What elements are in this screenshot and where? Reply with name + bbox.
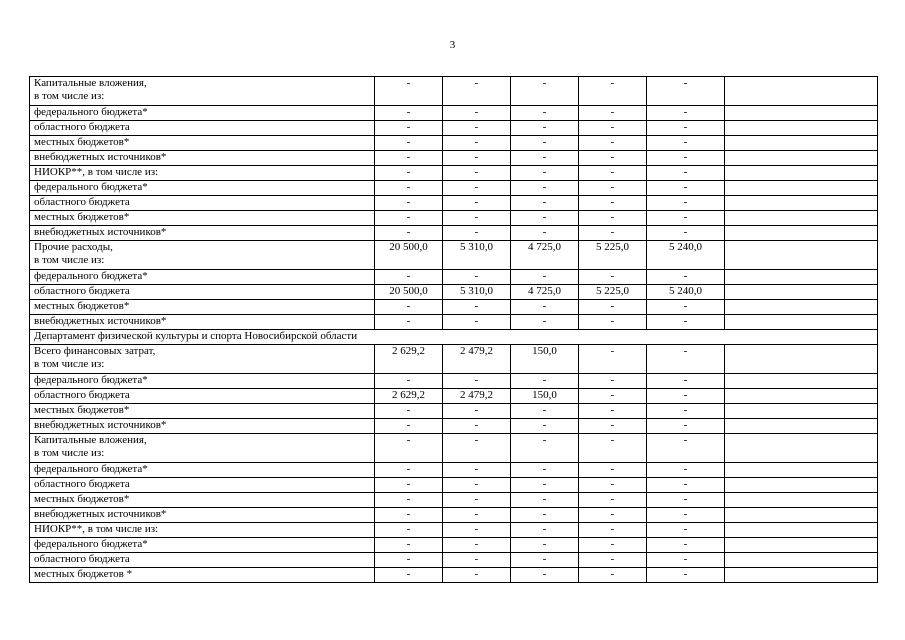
value-cell: 5 225,0 xyxy=(579,285,647,300)
section-title: Департамент физической культуры и спорта Новосибирской области xyxy=(30,330,878,345)
value-cell: - xyxy=(579,523,647,538)
value-cell: - xyxy=(443,226,511,241)
value-cell: - xyxy=(647,77,725,106)
row-label: федерального бюджета* xyxy=(34,463,148,475)
value-cell: - xyxy=(647,270,725,285)
value-cell: - xyxy=(511,538,579,553)
row-label: местных бюджетов* xyxy=(34,493,130,505)
value-cell: - xyxy=(443,136,511,151)
value-cell: - xyxy=(511,226,579,241)
table-row xyxy=(30,374,878,389)
row-label-cell xyxy=(30,77,375,106)
table-row xyxy=(30,77,878,106)
value-cell: - xyxy=(511,77,579,106)
value-cell: - xyxy=(511,166,579,181)
note-cell xyxy=(725,226,878,241)
note-cell xyxy=(725,285,878,300)
budget-table-body xyxy=(30,77,878,583)
value-cell: - xyxy=(443,404,511,419)
value-cell: - xyxy=(647,493,725,508)
value-cell: - xyxy=(647,478,725,493)
value-cell: - xyxy=(579,270,647,285)
value-cell: - xyxy=(647,106,725,121)
value-cell: - xyxy=(375,196,443,211)
value-cell: - xyxy=(579,419,647,434)
value-cell: - xyxy=(579,508,647,523)
value-cell: - xyxy=(647,315,725,330)
table-row xyxy=(30,434,878,463)
value-cell: - xyxy=(443,270,511,285)
value-cell: - xyxy=(579,77,647,106)
value-cell: - xyxy=(647,136,725,151)
note-cell xyxy=(725,553,878,568)
row-label: Прочие расходы, xyxy=(34,241,113,253)
value-cell: - xyxy=(375,121,443,136)
row-label-cell xyxy=(30,241,375,270)
value-cell: - xyxy=(443,77,511,106)
row-sublabel: в том числе из: xyxy=(34,254,105,266)
value-cell: - xyxy=(511,151,579,166)
row-label-cell xyxy=(30,300,375,315)
row-label: местных бюджетов * xyxy=(34,568,133,580)
value-cell: - xyxy=(375,136,443,151)
value-cell: 2 629,2 xyxy=(375,345,443,374)
value-cell: - xyxy=(647,226,725,241)
note-cell xyxy=(725,508,878,523)
row-label-cell xyxy=(30,345,375,374)
table-row xyxy=(30,508,878,523)
value-cell: - xyxy=(375,270,443,285)
value-cell: 2 479,2 xyxy=(443,389,511,404)
table-row xyxy=(30,166,878,181)
value-cell: - xyxy=(375,166,443,181)
value-cell: - xyxy=(375,315,443,330)
value-cell: - xyxy=(647,166,725,181)
value-cell: - xyxy=(579,389,647,404)
row-label: федерального бюджета* xyxy=(34,270,148,282)
value-cell: - xyxy=(511,374,579,389)
note-cell xyxy=(725,523,878,538)
row-label-cell xyxy=(30,166,375,181)
value-cell: - xyxy=(375,300,443,315)
note-cell xyxy=(725,493,878,508)
table-row xyxy=(30,211,878,226)
value-cell: - xyxy=(511,106,579,121)
value-cell: - xyxy=(647,434,725,463)
value-cell: 2 479,2 xyxy=(443,345,511,374)
note-cell xyxy=(725,211,878,226)
row-label-cell xyxy=(30,419,375,434)
note-cell xyxy=(725,241,878,270)
value-cell: - xyxy=(579,404,647,419)
table-row xyxy=(30,106,878,121)
value-cell: - xyxy=(579,478,647,493)
value-cell: 5 310,0 xyxy=(443,241,511,270)
row-label-cell xyxy=(30,315,375,330)
value-cell: - xyxy=(443,434,511,463)
row-label: местных бюджетов* xyxy=(34,404,130,416)
table-row xyxy=(30,136,878,151)
value-cell: - xyxy=(579,493,647,508)
row-sublabel: в том числе из: xyxy=(34,90,105,102)
value-cell: - xyxy=(443,106,511,121)
value-cell: - xyxy=(647,553,725,568)
value-cell: - xyxy=(443,151,511,166)
table-row xyxy=(30,404,878,419)
table-row xyxy=(30,419,878,434)
value-cell: - xyxy=(647,181,725,196)
note-cell xyxy=(725,121,878,136)
row-label: внебюджетных источников* xyxy=(34,151,167,163)
table-row xyxy=(30,151,878,166)
value-cell: - xyxy=(579,568,647,583)
page-number: 3 xyxy=(449,39,456,51)
note-cell xyxy=(725,106,878,121)
note-cell xyxy=(725,478,878,493)
value-cell: - xyxy=(511,315,579,330)
row-label: местных бюджетов* xyxy=(34,211,130,223)
value-cell: - xyxy=(647,196,725,211)
value-cell: - xyxy=(443,538,511,553)
value-cell: - xyxy=(647,508,725,523)
value-cell: - xyxy=(375,404,443,419)
row-label: Капитальные вложения, xyxy=(34,434,147,446)
value-cell: 5 240,0 xyxy=(647,285,725,300)
note-cell xyxy=(725,270,878,285)
row-label: Всего финансовых затрат, xyxy=(34,345,156,357)
row-label: внебюджетных источников* xyxy=(34,508,167,520)
value-cell: 150,0 xyxy=(511,345,579,374)
value-cell: - xyxy=(375,77,443,106)
row-label: областного бюджета xyxy=(34,478,130,490)
budget-table xyxy=(29,76,878,583)
row-label: областного бюджета xyxy=(34,121,130,133)
row-label-cell xyxy=(30,211,375,226)
value-cell: - xyxy=(375,478,443,493)
table-row xyxy=(30,300,878,315)
note-cell xyxy=(725,77,878,106)
table-row xyxy=(30,463,878,478)
row-label-cell xyxy=(30,568,375,583)
value-cell: - xyxy=(443,166,511,181)
value-cell: - xyxy=(579,463,647,478)
note-cell xyxy=(725,166,878,181)
row-label: Капитальные вложения, xyxy=(34,77,147,89)
value-cell: - xyxy=(647,374,725,389)
value-cell: 20 500,0 xyxy=(375,241,443,270)
value-cell: - xyxy=(579,166,647,181)
value-cell: - xyxy=(511,196,579,211)
table-row xyxy=(30,493,878,508)
row-label: местных бюджетов* xyxy=(34,136,130,148)
row-label-cell xyxy=(30,285,375,300)
row-label-cell xyxy=(30,463,375,478)
value-cell: - xyxy=(647,463,725,478)
row-label: внебюджетных источников* xyxy=(34,226,167,238)
table-row xyxy=(30,285,878,300)
table-row xyxy=(30,568,878,583)
value-cell: - xyxy=(511,419,579,434)
note-cell xyxy=(725,315,878,330)
row-label: местных бюджетов* xyxy=(34,300,130,312)
value-cell: - xyxy=(511,493,579,508)
row-label: областного бюджета xyxy=(34,389,130,401)
value-cell: - xyxy=(375,493,443,508)
value-cell: 4 725,0 xyxy=(511,241,579,270)
value-cell: 150,0 xyxy=(511,389,579,404)
row-label: внебюджетных источников* xyxy=(34,419,167,431)
row-sublabel: в том числе из: xyxy=(34,447,105,459)
note-cell xyxy=(725,181,878,196)
value-cell: - xyxy=(443,493,511,508)
value-cell: - xyxy=(375,181,443,196)
row-sublabel: в том числе из: xyxy=(34,358,105,370)
value-cell: - xyxy=(579,181,647,196)
value-cell: - xyxy=(579,196,647,211)
row-label-cell xyxy=(30,121,375,136)
value-cell: - xyxy=(375,434,443,463)
row-label: федерального бюджета* xyxy=(34,106,148,118)
row-label-cell xyxy=(30,478,375,493)
value-cell: - xyxy=(647,568,725,583)
value-cell: - xyxy=(443,463,511,478)
table-row xyxy=(30,315,878,330)
row-label-cell xyxy=(30,226,375,241)
note-cell xyxy=(725,300,878,315)
value-cell: - xyxy=(375,151,443,166)
value-cell: - xyxy=(375,463,443,478)
table-row xyxy=(30,523,878,538)
value-cell: - xyxy=(443,374,511,389)
row-label-cell xyxy=(30,508,375,523)
value-cell: - xyxy=(443,121,511,136)
value-cell: - xyxy=(511,434,579,463)
row-label-cell xyxy=(30,553,375,568)
value-cell: - xyxy=(579,374,647,389)
value-cell: - xyxy=(647,419,725,434)
table-row xyxy=(30,226,878,241)
value-cell: - xyxy=(511,121,579,136)
section-row xyxy=(30,330,878,345)
note-cell xyxy=(725,463,878,478)
note-cell xyxy=(725,151,878,166)
value-cell: - xyxy=(647,389,725,404)
row-label: федерального бюджета* xyxy=(34,374,148,386)
value-cell: - xyxy=(647,404,725,419)
value-cell: - xyxy=(579,151,647,166)
row-label: внебюджетных источников* xyxy=(34,315,167,327)
note-cell xyxy=(725,419,878,434)
value-cell: - xyxy=(647,523,725,538)
value-cell: - xyxy=(443,508,511,523)
row-label-cell xyxy=(30,106,375,121)
row-label: НИОКР**, в том числе из: xyxy=(34,523,159,535)
value-cell: - xyxy=(511,508,579,523)
value-cell: - xyxy=(375,106,443,121)
table-row xyxy=(30,538,878,553)
value-cell: 4 725,0 xyxy=(511,285,579,300)
value-cell: - xyxy=(579,121,647,136)
value-cell: - xyxy=(647,345,725,374)
row-label-cell xyxy=(30,523,375,538)
table-row xyxy=(30,181,878,196)
value-cell: - xyxy=(443,315,511,330)
note-cell xyxy=(725,568,878,583)
row-label-cell xyxy=(30,538,375,553)
row-label-cell xyxy=(30,404,375,419)
value-cell: - xyxy=(375,211,443,226)
row-label-cell xyxy=(30,196,375,211)
value-cell: - xyxy=(511,553,579,568)
value-cell: - xyxy=(579,315,647,330)
row-label: НИОКР**, в том числе из: xyxy=(34,166,159,178)
note-cell xyxy=(725,374,878,389)
value-cell: - xyxy=(511,523,579,538)
note-cell xyxy=(725,389,878,404)
value-cell: 5 225,0 xyxy=(579,241,647,270)
table-row xyxy=(30,389,878,404)
value-cell: - xyxy=(375,508,443,523)
row-label-cell xyxy=(30,389,375,404)
value-cell: - xyxy=(443,419,511,434)
value-cell: - xyxy=(511,404,579,419)
value-cell: - xyxy=(579,553,647,568)
note-cell xyxy=(725,538,878,553)
table-row xyxy=(30,478,878,493)
value-cell: - xyxy=(511,270,579,285)
note-cell xyxy=(725,345,878,374)
value-cell: - xyxy=(579,538,647,553)
row-label: областного бюджета xyxy=(34,196,130,208)
note-cell xyxy=(725,136,878,151)
value-cell: - xyxy=(511,211,579,226)
value-cell: - xyxy=(579,300,647,315)
row-label-cell xyxy=(30,374,375,389)
value-cell: - xyxy=(511,478,579,493)
value-cell: - xyxy=(443,196,511,211)
value-cell: - xyxy=(375,374,443,389)
row-label: федерального бюджета* xyxy=(34,538,148,550)
table-row xyxy=(30,241,878,270)
value-cell: - xyxy=(375,419,443,434)
row-label-cell xyxy=(30,136,375,151)
value-cell: - xyxy=(443,478,511,493)
table-row xyxy=(30,553,878,568)
value-cell: - xyxy=(375,523,443,538)
row-label: областного бюджета xyxy=(34,553,130,565)
table-row xyxy=(30,270,878,285)
value-cell: - xyxy=(375,568,443,583)
value-cell: - xyxy=(375,553,443,568)
value-cell: - xyxy=(375,226,443,241)
value-cell: - xyxy=(511,463,579,478)
row-label: федерального бюджета* xyxy=(34,181,148,193)
row-label-cell xyxy=(30,151,375,166)
value-cell: 5 310,0 xyxy=(443,285,511,300)
value-cell: - xyxy=(647,121,725,136)
note-cell xyxy=(725,434,878,463)
value-cell: - xyxy=(647,211,725,226)
value-cell: - xyxy=(579,136,647,151)
value-cell: - xyxy=(579,211,647,226)
value-cell: - xyxy=(443,181,511,196)
row-label-cell xyxy=(30,270,375,285)
value-cell: - xyxy=(443,553,511,568)
row-label-cell xyxy=(30,434,375,463)
value-cell: - xyxy=(443,211,511,226)
table-row xyxy=(30,121,878,136)
table-row xyxy=(30,196,878,211)
value-cell: - xyxy=(511,181,579,196)
value-cell: - xyxy=(647,538,725,553)
value-cell: 2 629,2 xyxy=(375,389,443,404)
row-label-cell xyxy=(30,493,375,508)
value-cell: - xyxy=(443,568,511,583)
table-row xyxy=(30,345,878,374)
value-cell: - xyxy=(579,106,647,121)
value-cell: - xyxy=(443,523,511,538)
value-cell: - xyxy=(579,434,647,463)
value-cell: - xyxy=(511,568,579,583)
note-cell xyxy=(725,404,878,419)
value-cell: - xyxy=(647,300,725,315)
value-cell: - xyxy=(579,226,647,241)
value-cell: - xyxy=(647,151,725,166)
value-cell: 5 240,0 xyxy=(647,241,725,270)
value-cell: - xyxy=(511,300,579,315)
value-cell: - xyxy=(443,300,511,315)
note-cell xyxy=(725,196,878,211)
row-label: областного бюджета xyxy=(34,285,130,297)
value-cell: - xyxy=(511,136,579,151)
value-cell: 20 500,0 xyxy=(375,285,443,300)
value-cell: - xyxy=(375,538,443,553)
value-cell: - xyxy=(579,345,647,374)
row-label-cell xyxy=(30,181,375,196)
